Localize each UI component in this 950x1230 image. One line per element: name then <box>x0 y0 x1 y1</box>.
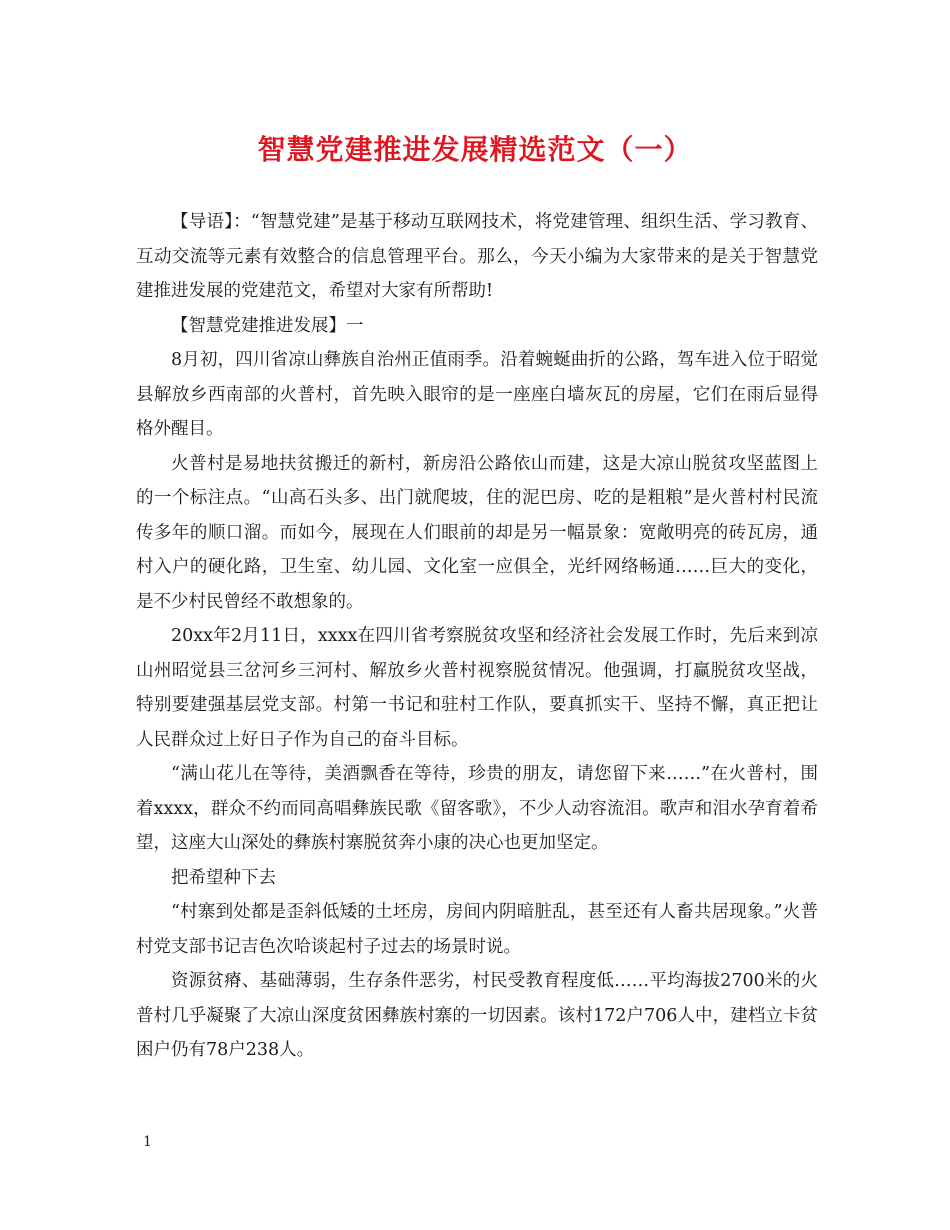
paragraph-intro: 【导语】：“智慧党建”是基于移动互联网技术，将党建管理、组织生活、学习教育、互动交流等元素有效整合的信息管理平台。那么，今天小编为大家带来的是关于智慧党建推进发展的党建范文，希望对大家有所帮助! <box>136 212 818 301</box>
paragraph: 资源贫瘠、基础薄弱，生存条件恶劣，村民受教育程度低……平均海拔2700米的火普村几乎凝聚了大凉山深度贫困彝族村寨的一切因素。该村172户706人中，建档立卡贫困户仍有78户238人。 <box>136 971 818 1060</box>
paragraph-subheading: 把希望种下去 <box>171 867 276 888</box>
paragraph: “满山花儿在等待，美酒飘香在等待，珍贵的朋友，请您留下来……”在火普村，围着xxxx，群众不约而同高唱彝族民歌《留客歌》，不少人动容流泪。歌声和泪水孕育着希望，这座大山深处的彝族村寨脱贫奔小康的决心也更加坚定。 <box>136 764 818 853</box>
page-number: 1 <box>143 1134 152 1150</box>
paragraph: 火普村是易地扶贫搬迁的新村，新房沿公路依山而建，这是大凉山脱贫攻坚蓝图上的一个标注点。“山高石头多、出门就爬坡，住的泥巴房、吃的是粗粮”是火普村村民流传多年的顺口溜。而如今，展现在人们眼前的却是另一幅景象：宽敞明亮的砖瓦房，通村入户的硬化路，卫生室、幼儿园、文化室一应俱全，光纤网络畅通……巨大的变化，是不少村民曾经不敢想象的。 <box>136 453 818 612</box>
paragraph: 20xx年2月11日，xxxx在四川省考察脱贫攻坚和经济社会发展工作时，先后来到凉山州昭觉县三岔河乡三河村、解放乡火普村视察脱贫情况。他强调，打赢脱贫攻坚战，特别要建强基层党支部。村第一书记和驻村工作队，要真抓实干、坚持不懈，真正把让人民群众过上好日子作为自己的奋斗目标。 <box>136 626 818 750</box>
document-title: 智慧党建推进发展精选范文（一） <box>257 133 693 166</box>
paragraph-section-heading: 【智慧党建推进发展】一 <box>171 315 364 336</box>
paragraph: “村寨到处都是歪斜低矮的土坯房，房间内阴暗脏乱，甚至还有人畜共居现象。”火普村党支部书记吉色次哈谈起村子过去的场景时说。 <box>136 902 818 957</box>
paragraph: 8月初，四川省凉山彝族自治州正值雨季。沿着蜿蜒曲折的公路，驾车进入位于昭觉县解放乡西南部的火普村，首先映入眼帘的是一座座白墙灰瓦的房屋，它们在雨后显得格外醒目。 <box>136 350 818 439</box>
document-body <box>136 205 818 1068</box>
